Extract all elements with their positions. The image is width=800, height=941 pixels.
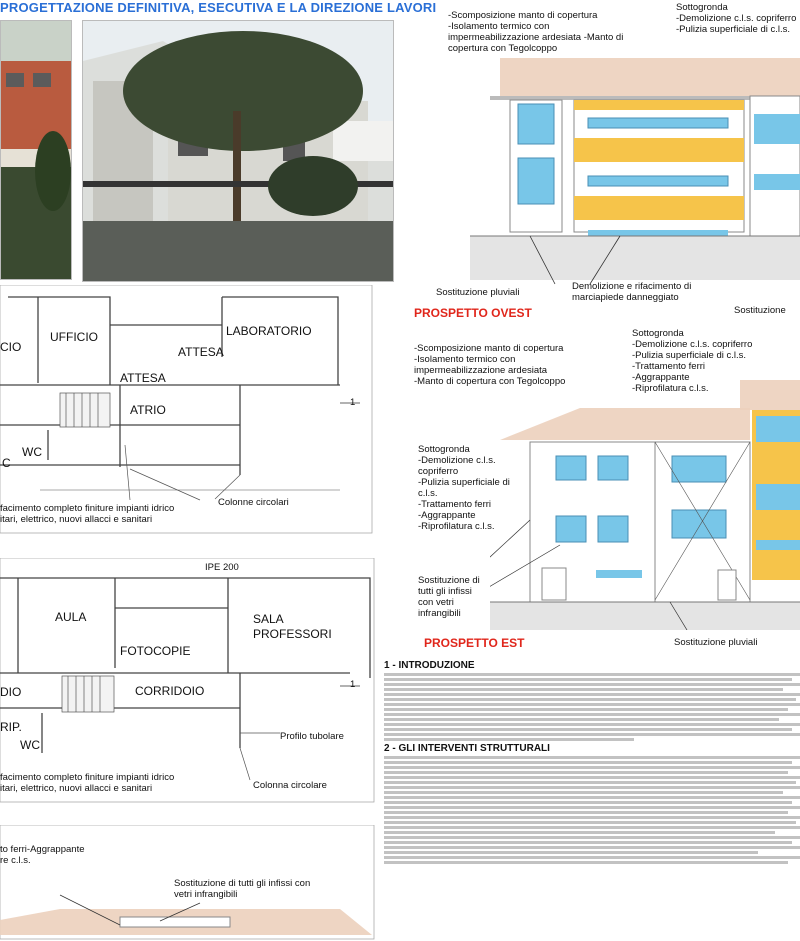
east-note-soffit-top: Sottogronda -Demolizione c.l.s. copriferro -Pulizia superficiale di c.l.s. -Trattamento ferri -Aggrappante -Riprofilatura c.l.s. <box>632 328 753 394</box>
floor-plan-1 <box>0 285 375 535</box>
west-elevation-drawing <box>470 58 800 288</box>
plan2-room-dio: DIO <box>0 685 22 699</box>
plan1-room-attesa-1: ATTESA <box>178 345 224 359</box>
east-note-pluviali: Sostituzione pluviali <box>674 637 758 648</box>
plan1-room-ufficio: UFFICIO <box>50 330 98 344</box>
plan2-room-fotocopie: FOTOCOPIE <box>120 644 191 658</box>
east-note-infissi: Sostituzione di tutti gli infissi con vetri infrangibili <box>418 575 480 619</box>
plan1-mark: 1 <box>350 397 356 408</box>
floor-plan-2 <box>0 558 376 804</box>
west-note-pluviali: Sostituzione pluviali <box>436 287 520 298</box>
plan1-room-attesa-2: ATTESA <box>120 371 166 385</box>
photo-main <box>82 20 394 282</box>
section-1-body <box>384 673 800 741</box>
east-note-roof: -Scomposizione manto di copertura -Isolamento termico con impermeabilizzazione ardesiata -Manto di copertura con Tegolcoppo <box>414 343 566 387</box>
plan2-note-impianti: facimento completo finiture impianti idrico itari, elettrico, nuovi allacci e sanitari <box>0 772 175 794</box>
plan1-room-wc: WC <box>22 445 42 459</box>
plan2-room-aula: AULA <box>55 610 87 624</box>
plan2-note-profilo: Profilo tubolare <box>280 731 344 742</box>
plan1-room-laboratorio: LABORATORIO <box>226 324 312 338</box>
photo-left-image <box>1 21 71 279</box>
west-note-marciapiede: Demolizione e rifacimento di marciapiede danneggiato <box>572 281 692 303</box>
east-title: PROSPETTO EST <box>424 636 525 650</box>
section-2-title: 2 - GLI INTERVENTI STRUTTURALI <box>384 743 550 754</box>
photo-main-image <box>83 21 393 281</box>
plan1-room-cio: CIO <box>0 340 22 354</box>
plan2-room-sala-professori: SALA PROFESSORI <box>253 612 332 641</box>
plan2-room-rip: RIP. <box>0 720 22 734</box>
plan2-room-corridoio: CORRIDOIO <box>135 684 205 698</box>
page-title: PROGETTAZIONE DEFINITIVA, ESECUTIVA E LA DIREZIONE LAVORI <box>0 0 437 15</box>
plan2-ipe: IPE 200 <box>205 562 239 573</box>
west-title: PROSPETTO OVEST <box>414 306 532 320</box>
text-block <box>384 660 800 866</box>
section-1-title: 1 - INTRODUZIONE <box>384 660 475 671</box>
section-note-infissi: Sostituzione di tutti gli infissi con vetri infrangibili <box>174 878 311 900</box>
photo-left <box>0 20 72 280</box>
plan1-note-impianti: facimento completo finiture impianti idrico itari, elettrico, nuovi allacci e sanitari <box>0 503 175 525</box>
west-note-soffit: Sottogronda -Demolizione c.l.s. copriferro -Pulizia superficiale di c.l.s. <box>676 2 797 35</box>
plan2-room-wc: WC <box>20 738 40 752</box>
west-note-roof: -Scomposizione manto di copertura -Isolamento termico con impermeabilizzazione ardesiata -Manto di copertura con Tegolcoppo <box>448 10 624 54</box>
plan1-room-c: C <box>2 456 11 470</box>
west-note-right: Sostituzione <box>734 305 786 316</box>
section-2-body <box>384 756 800 864</box>
section-note-ferri: to ferri-Aggrappante re c.l.s. <box>0 844 85 866</box>
plan1-room-atrio: ATRIO <box>130 403 166 417</box>
plan1-note-colonne: Colonne circolari <box>218 497 289 508</box>
east-note-soffit-left: Sottogronda -Demolizione c.l.s. copriferro -Pulizia superficiale di c.l.s. -Trattamento ferri -Aggrappante -Riprofilatura c.l.s. <box>418 444 510 532</box>
plan2-mark: 1 <box>350 679 356 690</box>
plan2-note-colonna: Colonna circolare <box>253 780 327 791</box>
